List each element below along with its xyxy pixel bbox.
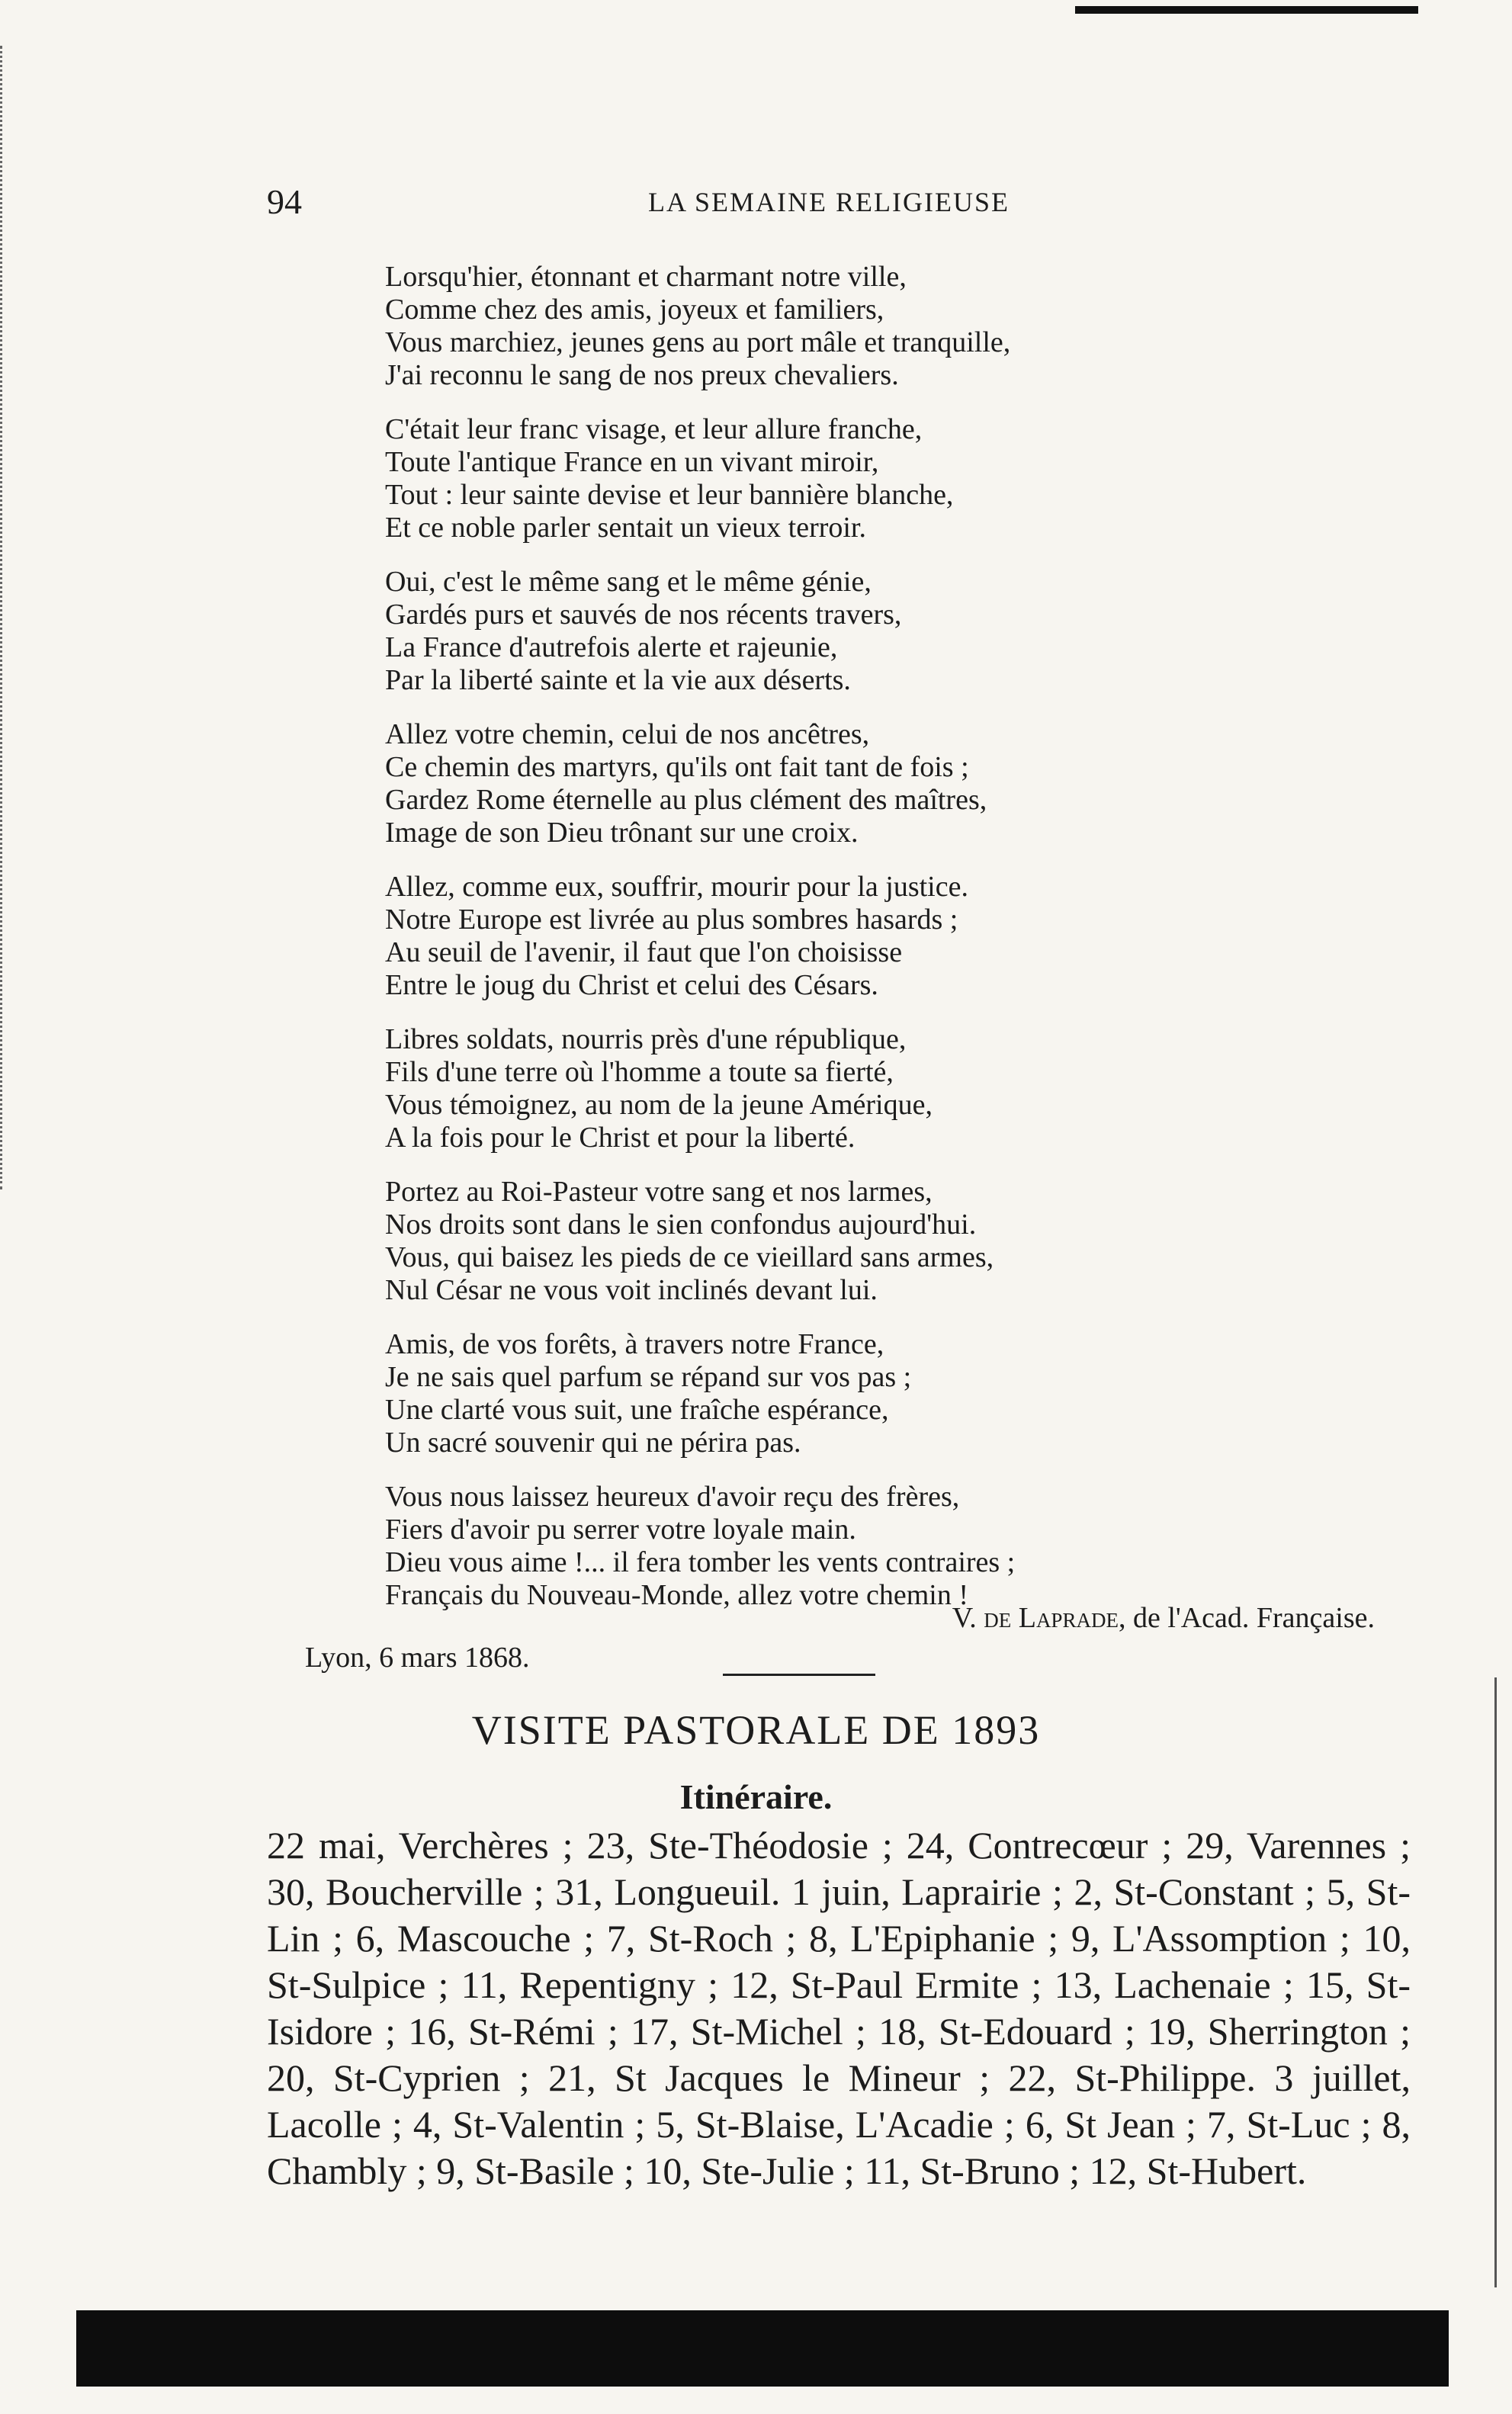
attribution-suffix: , de l'Acad. Française. — [1118, 1602, 1375, 1634]
scan-margin-specks — [0, 46, 33, 1189]
separator-rule — [723, 1674, 875, 1676]
stanza — [385, 1481, 1376, 1612]
verse-line: Et ce noble parler sentait un vieux terroir. — [385, 512, 866, 544]
verse-line: Gardés purs et sauvés de nos récents travers, — [385, 599, 902, 631]
verse-line: Fiers d'avoir pu serrer votre loyale main. — [385, 1514, 856, 1546]
verse-line: Nos droits sont dans le sien confondus aujourd'hui. — [385, 1209, 977, 1241]
verse-line: Notre Europe est livrée au plus sombres hasards ; — [385, 904, 958, 936]
verse-line: Gardez Rome éternelle au plus clément des maîtres, — [385, 784, 987, 816]
verse-line: Fils d'une terre où l'homme a toute sa fierté, — [385, 1056, 894, 1088]
verse-line: Image de son Dieu trônant sur une croix. — [385, 817, 859, 849]
verse-line: Comme chez des amis, joyeux et familiers, — [385, 294, 884, 326]
verse-line: Vous, qui baisez les pieds de ce vieillard sans armes, — [385, 1241, 994, 1273]
stanza — [385, 1328, 1376, 1459]
itinerary-paragraph: 22 mai, Verchères ; 23, Ste-Théodosie ; 24, Contrecœur ; 29, Varennes ; 30, Boucherville ; 31, Longueuil. 1 juin, Laprairie ; 2, St-Constant ; 5, St-Lin ; 6, Mascouche ; 7, St-Roch ; 8, L'Epiphanie ; 9, L'Assomption ; 10, St-Sulpice ; 11, Repentigny ; 12, St-Paul Ermite ; 13, Lachenaie ; 15, St-Isidore ; 16, St-Rémi ; 17, St-Michel ; 18, St-Edouard ; 19, Sherrington ; 20, St-Cyprien ; 21, St Jacques le Mineur ; 22, St-Philippe. 3 juillet, Lacolle ; 4, St-Valentin ; 5, St-Blaise, L'Acadie ; 6, St Jean ; 7, St-Luc ; 8, Chambly ; 9, St-Basile ; 10, Ste-Julie ; 11, St-Bruno ; 12, St-Hubert. — [267, 1824, 1411, 2192]
stanza — [385, 871, 1376, 1002]
scan-edge-bar — [1075, 6, 1418, 14]
attribution — [952, 1601, 1375, 1635]
verse-line: Lorsqu'hier, étonnant et charmant notre ville, — [385, 261, 907, 293]
verse-line: Je ne sais quel parfum se répand sur vos pas ; — [385, 1361, 912, 1393]
verse-line: Tout : leur sainte devise et leur bannière blanche, — [385, 479, 954, 511]
stanza — [385, 1176, 1376, 1307]
section-title: VISITE PASTORALE DE 1893 — [471, 1707, 1041, 1753]
verse-line: Nul César ne vous voit inclinés devant lui. — [385, 1274, 878, 1306]
verse-line: Un sacré souvenir qui ne périra pas. — [385, 1427, 801, 1459]
verse-line: Au seuil de l'avenir, il faut que l'on choisisse — [385, 936, 903, 968]
scan-right-edge — [1490, 1677, 1497, 2287]
verse-line: Vous témoignez, au nom de la jeune Amérique, — [385, 1089, 933, 1121]
verse-line: C'était leur franc visage, et leur allure franche, — [385, 413, 923, 445]
stanza — [385, 261, 1376, 392]
verse-line: J'ai reconnu le sang de nos preux chevaliers. — [385, 359, 899, 391]
verse-line: Vous nous laissez heureux d'avoir reçu des frères, — [385, 1481, 960, 1513]
verse-line: Entre le joug du Christ et celui des Césars. — [385, 969, 878, 1001]
verse-line: Vous marchiez, jeunes gens au port mâle et tranquille, — [385, 326, 1011, 358]
verse-line: Portez au Roi-Pasteur votre sang et nos larmes, — [385, 1176, 933, 1208]
verse-line: Allez, comme eux, souffrir, mourir pour la justice. — [385, 871, 968, 903]
dateline: Lyon, 6 mars 1868. — [305, 1642, 530, 1674]
section-subhead: Itinéraire. — [679, 1777, 833, 1816]
verse-line: A la fois pour le Christ et pour la liberté. — [385, 1122, 856, 1154]
verse-line: Une clarté vous suit, une fraîche espérance, — [385, 1394, 889, 1426]
stanza — [385, 413, 1376, 544]
stanza — [385, 1023, 1376, 1154]
poem — [385, 261, 1376, 1633]
verse-line: Libres soldats, nourris près d'une république, — [385, 1023, 907, 1055]
running-title: LA SEMAINE RELIGIEUSE — [648, 187, 1010, 217]
scan-bottom-band — [76, 2310, 1449, 2387]
stanza — [385, 718, 1376, 849]
verse-line: Amis, de vos forêts, à travers notre France, — [385, 1328, 884, 1360]
verse-line: La France d'autrefois alerte et rajeunie, — [385, 631, 838, 663]
verse-line: Ce chemin des martyrs, qu'ils ont fait tant de fois ; — [385, 751, 969, 783]
verse-line: Dieu vous aime !... il fera tomber les vents contraires ; — [385, 1546, 1016, 1578]
author-name: de Laprade — [984, 1602, 1119, 1634]
verse-line: Par la liberté sainte et la vie aux déserts. — [385, 664, 851, 696]
page-header — [267, 181, 1372, 227]
attribution-prefix: V. — [952, 1602, 984, 1634]
verse-line: Français du Nouveau-Monde, allez votre chemin ! — [385, 1579, 969, 1611]
page-number: 94 — [267, 182, 302, 221]
verse-line: Allez votre chemin, celui de nos ancêtres, — [385, 718, 870, 750]
verse-line: Oui, c'est le même sang et le même génie, — [385, 566, 872, 598]
stanza — [385, 566, 1376, 697]
verse-line: Toute l'antique France en un vivant miroir, — [385, 446, 879, 478]
